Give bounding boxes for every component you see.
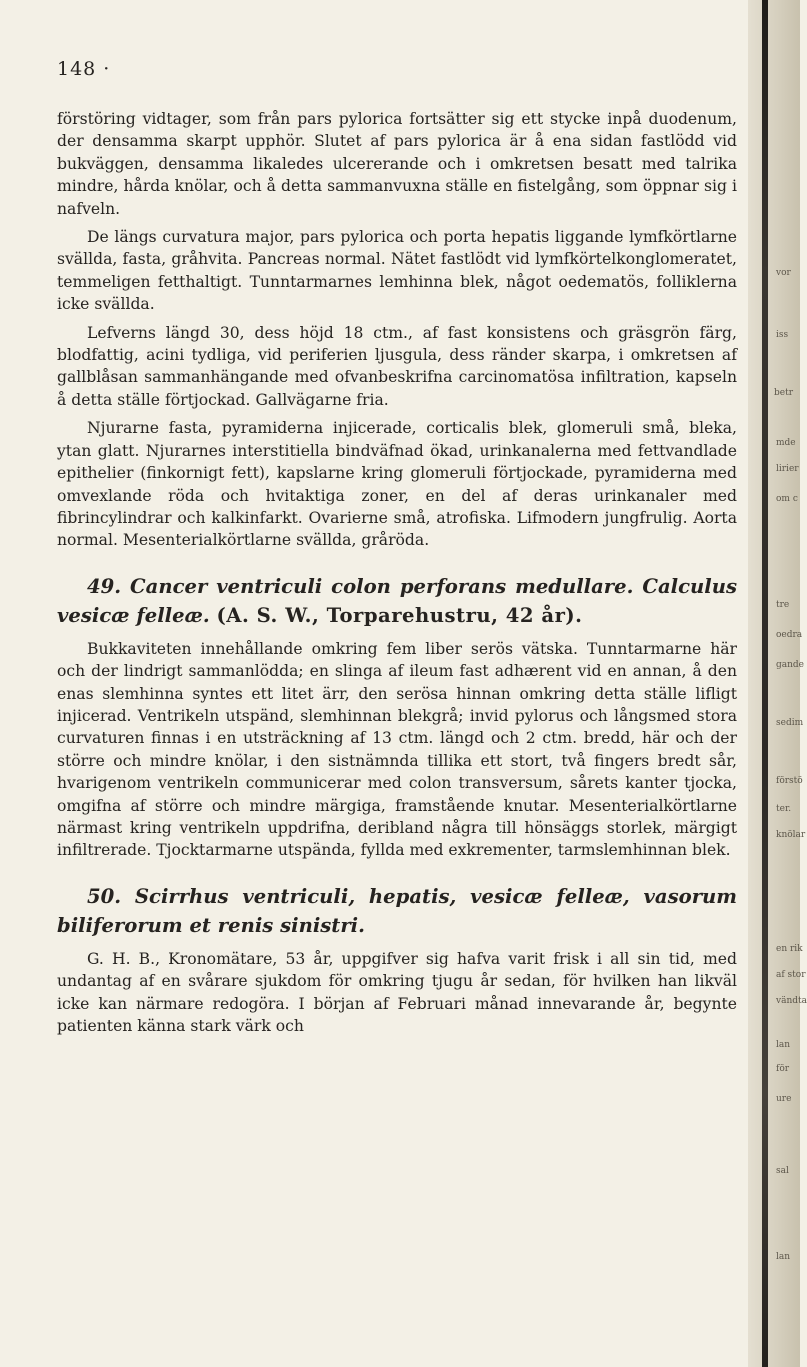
case-49-number: 49. [87, 574, 122, 598]
gutter-fragment: en rik [776, 944, 803, 954]
case-50-heading [57, 882, 737, 940]
gutter-fragment: förstö [776, 776, 803, 786]
gutter-fragment: vändta [776, 996, 807, 1006]
case-49-heading [57, 572, 737, 630]
gutter-fragment: knölar [776, 830, 806, 840]
gutter-fragment: om c [776, 494, 798, 504]
paragraph: Bukkaviteten innehållande omkring fem liber serös vätska. Tunntarmarne här och der lindrigt sammanlödda; en slinga af ileum fast adhærent vid en annan, å den enas slemhinna syntes ett litet ärr, den serösa hinnan omkring detta ställe lifligt injicerad. Ventrikeln utspänd, slemhinnan blekgrå; invid pylorus och långsmed stora curvaturen finnas i en utsträckning af 13 ctm. längd och 2 ctm. bredd, här och der större och mindre knölar, i den sistnämnda tillika ett stort, två fingers bredt sår, hvarigenom ventrikeln communicerar med colon transversum, sårets kanter tjocka, omgifna af större och mindre märgiga, framstående knutar. Mesenterialkörtlarne närmast kring ventrikeln uppdrifna, deribland några till hönsäggs storlek, märgigt infiltrerade. Tjocktarmarne utspända, fyllda med exkrementer, tarmslemhinnan blek. [57, 639, 737, 860]
gutter-fragment: ter. [776, 804, 792, 814]
paragraph: Njurarne fasta, pyramiderna injicerade, corticalis blek, glomeruli små, bleka, ytan glatt. Njurarnes interstitiella bindväfnad ökad, urinkanalerna med fettvandlade epithelier (finkornigt fett), kapslarne kring glomeruli förtjockade, pyramiderna med omvexlande röda och hvitaktiga zoner, en del af deras urinkanaler med fibrincylindrar och kalkinfarkt. Ovarierne små, atrofiska. Lifmodern jungfrulig. Aorta normal. Mesenterialkörtlarne svällda, gråröda. [57, 419, 737, 550]
paragraph: Lefverns längd 30, dess höjd 18 ctm., af fast konsistens och gräsgrön färg, blodfattig, acini tydliga, vid periferien ljusgula, dess ränder skarpa, i omkretsen af gallblåsan sammanhängande med ofvanbeskrifna carcinomatösa infiltration, kapseln å detta ställe förtjockad. Gallvägarne fria. [57, 323, 737, 409]
gutter-fragment: tre [776, 600, 790, 610]
gutter-fragment: lan [776, 1252, 791, 1262]
gutter-fragment: lan [776, 1040, 791, 1050]
gutter-fragment: betr [774, 388, 794, 398]
paragraph: förstöring vidtager, som från pars pylorica fortsätter sig ett stycke inpå duodenum, der densamma skarpt upphör. Slutet af pars pylorica är å ena sidan fastlödd vid bukväggen, densamma likaledes ulcererande och i omkretsen besatt med talrika mindre, hårda knölar, och å detta sammanvuxna ställe en fistelgång, som öppnar sig i nafveln. [57, 110, 737, 218]
gutter-fragment: för [776, 1064, 790, 1074]
paragraph: De längs curvatura major, pars pylorica och porta hepatis liggande lymfkörtlarne svällda, fasta, gråhvita. Pancreas normal. Nätet fastlödt vid lymfkörtelkonglomeratet, temmeligen fetthaltigt. Tunntarmarnes lemhinna blek, något oedematös, folliklerna icke svällda. [57, 228, 737, 314]
adjacent-page-gutter [748, 0, 807, 1367]
gutter-fragment: gande [776, 660, 805, 670]
gutter-fragment: mde [776, 438, 796, 448]
case-49-patient: (A. S. W., Torparehustru, 42 år). [216, 603, 583, 627]
gutter-fragment: lirier [776, 464, 799, 474]
gutter-fragment: ure [776, 1094, 792, 1104]
paragraph: G. H. B., Kronomätare, 53 år, uppgifver sig hafva varit frisk i all sin tid, med undantag af en svårare sjukdom för omkring tjugu år sedan, för hvilken han likväl icke kan närmare redogöra. I början af Februari månad innevarande år, begynte patienten känna stark värk och [57, 949, 737, 1035]
gutter-fragment: sal [776, 1166, 789, 1176]
gutter-fragment: vor [776, 268, 791, 278]
page-number: 148 · [57, 58, 111, 80]
gutter-fragment: sedim [776, 718, 804, 728]
case-50-number: 50. [87, 884, 122, 908]
gutter-fragment: oedra [776, 630, 803, 640]
book-spine-shadow [762, 0, 768, 1367]
gutter-fragment: af stor [776, 970, 806, 980]
gutter-fragment: iss [776, 330, 789, 340]
case-50-title: Scirrhus ventriculi, hepatis, vesicæ felleæ, vasorum biliferorum et renis sinistri. [57, 884, 737, 937]
case-49-title: Cancer ventriculi colon perforans medullare. Calculus vesicæ felleæ. [57, 574, 737, 627]
page-body [57, 108, 737, 1043]
